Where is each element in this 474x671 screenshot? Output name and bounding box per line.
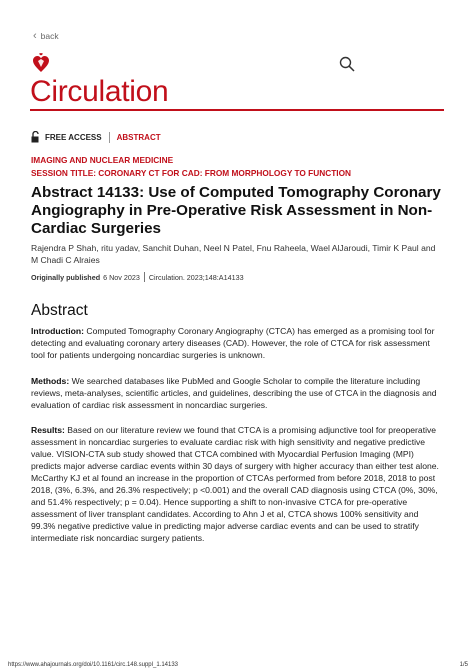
abstract-heading: Abstract <box>31 302 88 319</box>
free-access-badge: FREE ACCESS <box>45 132 102 142</box>
journal-name[interactable]: Circulation <box>30 75 169 108</box>
introduction-paragraph <box>31 325 443 361</box>
methods-text: We searched databases like PubMed and Google Scholar to compile the literature including reviews, meta-analyses, scientific articles, and guidelines, describing the use of CTCA in the diagnosis and evaluation of cardiac risk assessment in noncardiac surgeries. <box>31 376 437 410</box>
header-divider <box>30 109 444 111</box>
results-paragraph <box>31 424 443 544</box>
author-list[interactable]: Rajendra P Shah, ritu yadav, Sanchit Duhan, Neel N Patel, Fnu Raheela, Wael AlJaroudi, Timir K Paul and M Chadi C Alraies <box>31 243 436 265</box>
session-title[interactable]: SESSION TITLE: CORONARY CT FOR CAD: FROM MORPHOLOGY TO FUNCTION <box>31 168 352 178</box>
article-title: Abstract 14133: Use of Computed Tomography Coronary Angiography in Pre-Operative Risk Assessment in Non-Cardiac Surgeries <box>31 184 441 237</box>
published-label: Originally published <box>31 272 101 282</box>
search-icon[interactable] <box>339 56 355 72</box>
article-type-badge: ABSTRACT <box>116 132 161 142</box>
access-row <box>31 131 161 143</box>
chevron-left-icon: ‹ <box>33 30 37 42</box>
pubinfo-separator <box>144 272 145 282</box>
introduction-text: Computed Tomography Coronary Angiography (CTCA) has emerged as a promising tool for detecting and evaluating coronary artery diseases (CAD). However, the role of CTCA for risk assessment tool for patients undergoing noncardiac surgeries is unknown. <box>31 326 435 360</box>
methods-paragraph <box>31 375 443 411</box>
aha-heart-logo-icon[interactable] <box>32 53 50 73</box>
unlock-icon <box>31 131 41 143</box>
article-category[interactable]: IMAGING AND NUCLEAR MEDICINE <box>31 155 174 165</box>
access-separator <box>109 132 110 143</box>
published-date: 6 Nov 2023 <box>103 272 140 282</box>
introduction-label: Introduction: <box>31 326 84 336</box>
back-link[interactable] <box>33 31 59 41</box>
print-footer <box>8 662 468 668</box>
results-label: Results: <box>31 425 65 435</box>
back-label: back <box>40 31 59 41</box>
publication-info <box>31 272 244 282</box>
results-text: Based on our literature review we found that CTCA is a promising adjunctive tool for preoperative assessment in noncardiac surgeries to evaluate cardiac risk with high sensitivity and negative predictive value. VISION-CTA sub study showed that CTCA combined with Myocardial Perfusion Imaging (MPI) predicts major adverse cardiac events within 30 days of surgery with higher accuracy than either test alone. McCarthy KJ et al found an increase in the proportion of CTCAs performed from before 2018, 2018 to post 2018, (3%, 6.3%, and 26.3% respectively; p <0.001) and the overall CAD diagnosis using CTCA (0%, 30%, and 51.4% respectively; p = 0.04). Hence supporting a shift to non-invasive CTCA for pre-operative assessment of liver transplant candidates. According to Ahn J et al, CTCA shows 100% sensitivity and 99.3% negative predictive value in predicting major adverse cardiac events and can be used to stratify intermediate risk noncardiac surgery patients. <box>31 425 439 543</box>
citation: Circulation. 2023;148:A14133 <box>148 272 244 282</box>
print-url: https://www.ahajournals.org/doi/10.1161/circ.148.suppl_1.14133 <box>8 662 179 668</box>
methods-label: Methods: <box>31 376 70 386</box>
print-page-number: 1/5 <box>459 662 468 668</box>
